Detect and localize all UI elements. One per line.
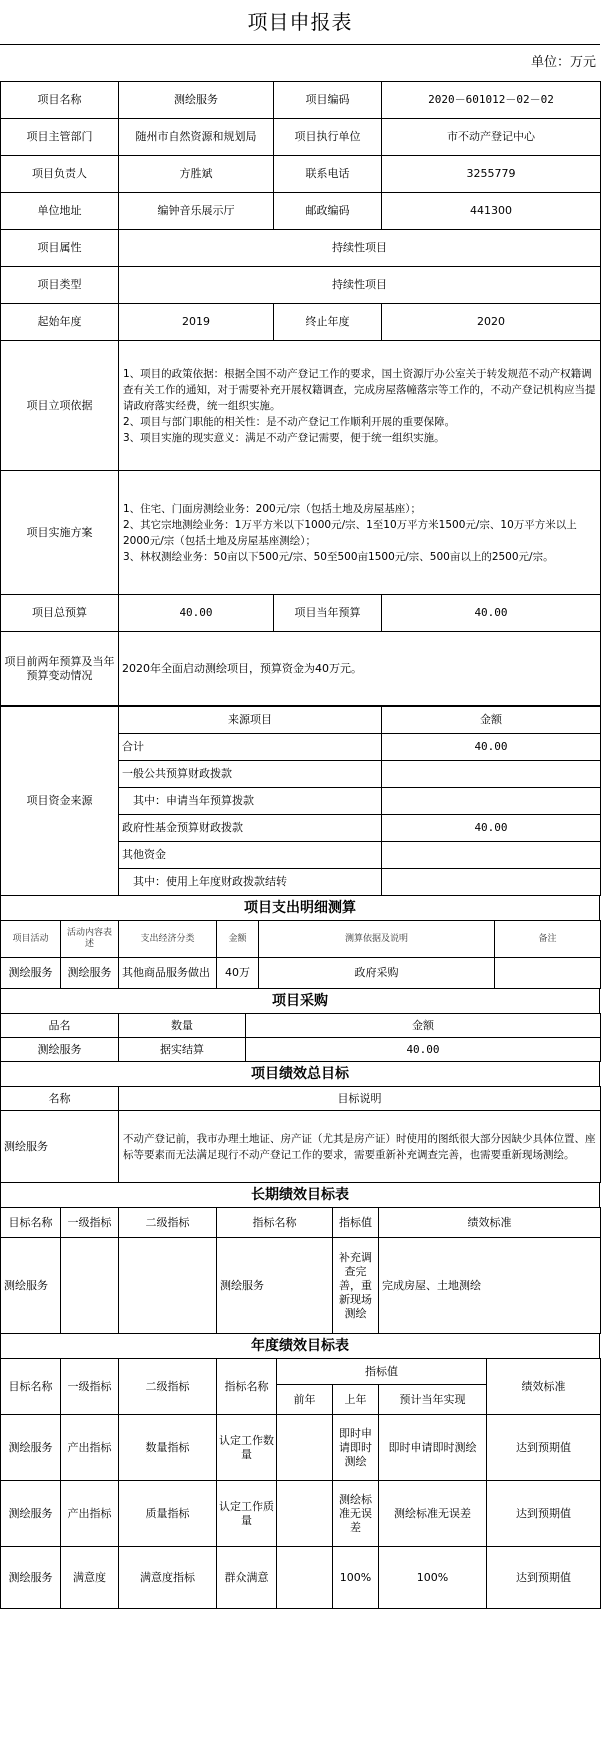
expense-header: 项目活动	[1, 921, 61, 958]
annual-header: 绩效标准	[487, 1359, 601, 1415]
funds-header-amount: 金额	[382, 707, 601, 734]
annual-cell: 满意度指标	[119, 1547, 217, 1609]
longterm-header: 二级指标	[119, 1208, 217, 1238]
overall-goal-table	[0, 1086, 601, 1183]
funds-row-name: 其中：使用上年度财政拨款结转	[119, 869, 382, 896]
basis-line: 1、项目的政策依据：根据全国不动产登记工作的要求，国土资源厅办公室关于转发规范不动产权籍调查有关工作的通知，对于需要补充开展权籍调查，完成房屋落幢落宗等工作的，不动产登记机构应当提请政府落实经费，统一组织实施。	[123, 367, 596, 412]
annual-cell: 达到预期值	[487, 1415, 601, 1481]
annual-cell: 认定工作质量	[217, 1481, 277, 1547]
funds-row-name: 其他资金	[119, 842, 382, 869]
expense-header: 活动内容表述	[61, 921, 119, 958]
annual-cell: 达到预期值	[487, 1481, 601, 1547]
label-leader: 项目负责人	[1, 156, 119, 193]
label-project-code: 项目编码	[274, 82, 382, 119]
expense-cell: 测绘服务	[61, 958, 119, 989]
annual-subheader: 预计当年实现	[379, 1385, 487, 1415]
longterm-header: 一级指标	[61, 1208, 119, 1238]
longterm-cell: 完成房屋、土地测绘	[379, 1238, 601, 1334]
annual-cell: 满意度	[61, 1547, 119, 1609]
expense-detail-table	[0, 920, 601, 989]
page-title: 项目申报表	[0, 0, 600, 45]
annual-cell: 测绘标准无误差	[379, 1481, 487, 1547]
basis-line: 3、项目实施的现实意义：满足不动产登记需要，便于统一组织实施。	[123, 431, 445, 444]
funds-header-source: 来源项目	[119, 707, 382, 734]
funds-row-name: 合计	[119, 734, 382, 761]
annual-cell: 即时申请即时测绘	[379, 1415, 487, 1481]
longterm-header: 目标名称	[1, 1208, 61, 1238]
funds-row-amount	[382, 788, 601, 815]
label-basis: 项目立项依据	[1, 341, 119, 471]
value-end-year: 2020	[382, 304, 601, 341]
value-phone: 3255779	[382, 156, 601, 193]
value-project-code: 2020－601012－02－02	[382, 82, 601, 119]
annual-cell: 100%	[379, 1547, 487, 1609]
annual-cell: 认定工作数量	[217, 1415, 277, 1481]
section-title-annual: 年度绩效目标表	[0, 1334, 600, 1358]
label-exec-unit: 项目执行单位	[274, 119, 382, 156]
expense-cell	[495, 958, 601, 989]
purchase-table	[0, 1013, 601, 1062]
annual-cell	[277, 1547, 333, 1609]
longterm-cell	[119, 1238, 217, 1334]
overall-header: 名称	[1, 1087, 119, 1111]
label-year-budget: 项目当年预算	[274, 595, 382, 632]
plan-line: 2、其它宗地测绘业务：1万平方米以下1000元/宗、1至10万平方米1500元/宗、10万平方米以上2000元/宗（包括土地及房屋基座测绘）；	[123, 518, 577, 547]
annual-cell: 产出指标	[61, 1481, 119, 1547]
value-postcode: 441300	[382, 193, 601, 230]
annual-cell: 即时申请即时测绘	[333, 1415, 379, 1481]
funds-row-name: 其中：申请当年预算拨款	[119, 788, 382, 815]
expense-cell: 其他商品服务做出	[119, 958, 217, 989]
funds-row-name: 一般公共预算财政拨款	[119, 761, 382, 788]
purchase-header: 数量	[119, 1014, 246, 1038]
funds-row-amount: 40.00	[382, 734, 601, 761]
plan-line: 1、住宅、门面房测绘业务：200元/宗（包括土地及房屋基座）；	[123, 502, 422, 515]
annual-cell: 达到预期值	[487, 1547, 601, 1609]
annual-goal-table	[0, 1358, 601, 1609]
label-attr: 项目属性	[1, 230, 119, 267]
value-leader: 方胜斌	[119, 156, 274, 193]
annual-cell: 测绘服务	[1, 1415, 61, 1481]
label-dept: 项目主管部门	[1, 119, 119, 156]
funds-row-name: 政府性基金预算财政拨款	[119, 815, 382, 842]
label-project-name: 项目名称	[1, 82, 119, 119]
annual-cell: 测绘服务	[1, 1481, 61, 1547]
annual-header: 目标名称	[1, 1359, 61, 1415]
overall-header: 目标说明	[119, 1087, 601, 1111]
funds-row-amount	[382, 842, 601, 869]
plan-line: 3、林权测绘业务：50亩以下500元/宗、50至500亩1500元/宗、500亩以上的2500元/宗。	[123, 550, 554, 563]
funds-row-amount	[382, 761, 601, 788]
purchase-cell: 测绘服务	[1, 1038, 119, 1062]
purchase-cell: 据实结算	[119, 1038, 246, 1062]
unit-label: 单位：万元	[530, 55, 596, 70]
label-address: 单位地址	[1, 193, 119, 230]
longterm-goal-table	[0, 1207, 601, 1334]
basic-info-table	[0, 81, 601, 706]
annual-header: 指标名称	[217, 1359, 277, 1415]
value-project-name: 测绘服务	[119, 82, 274, 119]
longterm-cell	[61, 1238, 119, 1334]
annual-subheader: 上年	[333, 1385, 379, 1415]
value-dept: 随州市自然资源和规划局	[119, 119, 274, 156]
expense-cell: 40万	[217, 958, 259, 989]
section-title-longterm: 长期绩效目标表	[0, 1183, 600, 1207]
longterm-cell: 补充调查完善，重新现场测绘	[333, 1238, 379, 1334]
basis-line: 2、项目与部门职能的相关性：是不动产登记工作顺利开展的重要保障。	[123, 415, 456, 428]
label-plan: 项目实施方案	[1, 471, 119, 595]
expense-header: 支出经济分类	[119, 921, 217, 958]
annual-cell: 质量指标	[119, 1481, 217, 1547]
label-postcode: 邮政编码	[274, 193, 382, 230]
value-exec-unit: 市不动产登记中心	[382, 119, 601, 156]
label-phone: 联系电话	[274, 156, 382, 193]
annual-cell: 100%	[333, 1547, 379, 1609]
longterm-header: 绩效标准	[379, 1208, 601, 1238]
expense-header: 金额	[217, 921, 259, 958]
annual-header: 二级指标	[119, 1359, 217, 1415]
longterm-cell: 测绘服务	[217, 1238, 333, 1334]
value-basis	[119, 341, 601, 471]
expense-cell: 政府采购	[259, 958, 495, 989]
expense-header: 备注	[495, 921, 601, 958]
value-plan	[119, 471, 601, 595]
label-type: 项目类型	[1, 267, 119, 304]
label-end-year: 终止年度	[274, 304, 382, 341]
value-budget-change: 2020年全面启动测绘项目，预算资金为40万元。	[119, 632, 601, 706]
annual-cell: 数量指标	[119, 1415, 217, 1481]
label-start-year: 起始年度	[1, 304, 119, 341]
funds-source-table	[0, 706, 601, 896]
section-title-overall: 项目绩效总目标	[0, 1062, 600, 1086]
funds-row-amount	[382, 869, 601, 896]
purchase-cell: 40.00	[246, 1038, 601, 1062]
value-attr: 持续性项目	[119, 230, 601, 267]
annual-cell: 测绘服务	[1, 1547, 61, 1609]
expense-header: 测算依据及说明	[259, 921, 495, 958]
annual-cell	[277, 1415, 333, 1481]
expense-cell: 测绘服务	[1, 958, 61, 989]
annual-header: 指标值	[277, 1359, 487, 1385]
purchase-header: 金额	[246, 1014, 601, 1038]
section-title-expense: 项目支出明细测算	[0, 896, 600, 920]
overall-name: 测绘服务	[1, 1111, 119, 1183]
label-funds-source: 项目资金来源	[1, 707, 119, 896]
value-start-year: 2019	[119, 304, 274, 341]
value-year-budget: 40.00	[382, 595, 601, 632]
annual-cell	[277, 1481, 333, 1547]
label-total-budget: 项目总预算	[1, 595, 119, 632]
purchase-header: 品名	[1, 1014, 119, 1038]
annual-cell: 产出指标	[61, 1415, 119, 1481]
longterm-header: 指标名称	[217, 1208, 333, 1238]
annual-cell: 群众满意	[217, 1547, 277, 1609]
longterm-cell: 测绘服务	[1, 1238, 61, 1334]
label-budget-change: 项目前两年预算及当年预算变动情况	[1, 632, 119, 706]
value-address: 编钟音乐展示厅	[119, 193, 274, 230]
value-type: 持续性项目	[119, 267, 601, 304]
annual-cell: 测绘标准无误差	[333, 1481, 379, 1547]
annual-header: 一级指标	[61, 1359, 119, 1415]
overall-desc: 不动产登记前，我市办理土地证、房产证（尤其是房产证）时使用的图纸很大部分因缺少具体位置、座标等要素而无法满足现行不动产登记工作的要求，需要重新补充调查完善，也需要重新现场测绘。	[119, 1111, 601, 1183]
longterm-header: 指标值	[333, 1208, 379, 1238]
annual-subheader: 前年	[277, 1385, 333, 1415]
section-title-purchase: 项目采购	[0, 989, 600, 1013]
value-total-budget: 40.00	[119, 595, 274, 632]
funds-row-amount: 40.00	[382, 815, 601, 842]
